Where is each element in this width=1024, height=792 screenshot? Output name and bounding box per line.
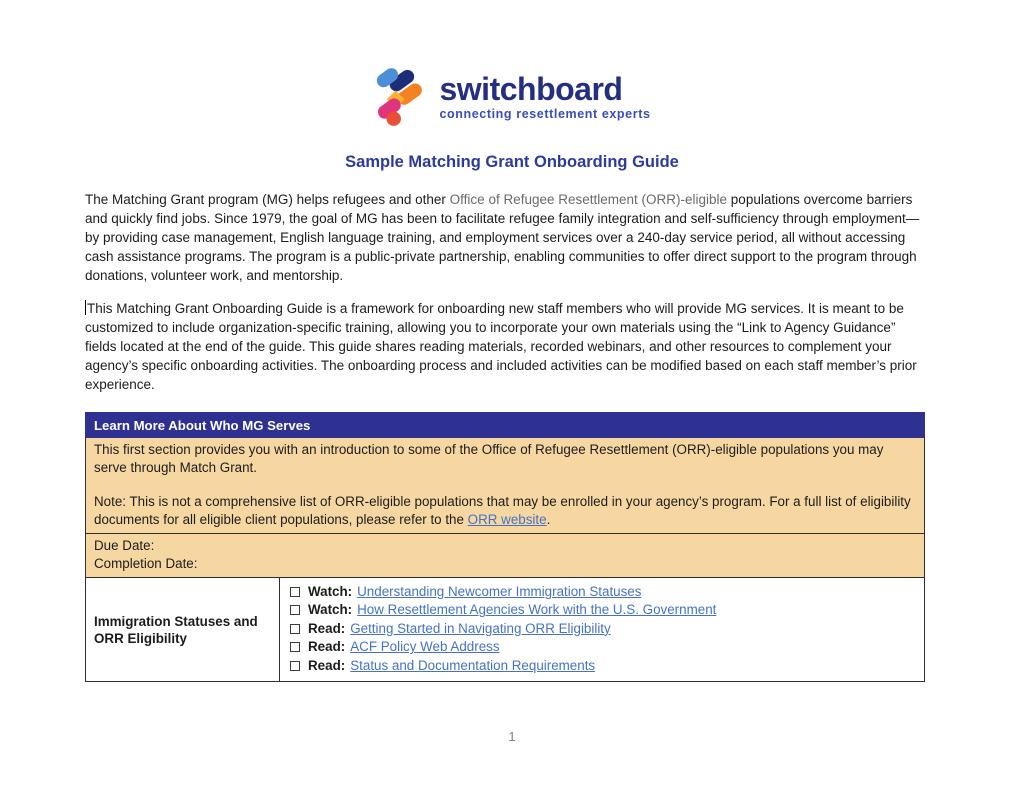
logo-tagline: connecting resettlement experts	[439, 107, 651, 121]
checklist-label: Read:	[308, 639, 346, 655]
p1-segment-black: The Matching Grant program (MG) helps refugees and other	[85, 192, 450, 207]
checklist-link[interactable]: How Resettlement Agencies Work with the U.S. Government	[357, 602, 717, 618]
checklist-text	[308, 657, 595, 675]
checklist-text	[308, 583, 641, 601]
checklist-item	[290, 638, 916, 656]
checklist-label: Watch:	[308, 584, 353, 599]
checklist-text	[308, 638, 500, 656]
completion-date-label: Completion Date:	[94, 555, 198, 571]
row-topic-title: Immigration Statuses and ORR Eligibility	[94, 613, 258, 646]
intro-paragraph-2	[85, 299, 925, 394]
checklist-item	[290, 583, 916, 601]
checklist-label: Read:	[308, 620, 346, 636]
p1-segment-gray: Office of Refugee Resettlement (ORR)-eligible	[449, 192, 731, 207]
note-text: Note: This is not a comprehensive list of ORR-eligible populations that may be enrolled in your agency’s program. For a full list of eligibility documents for all eligible client populations, please refer to the	[94, 494, 911, 527]
section-description: This first section provides you with an introduction to some of the Office of Refugee Resettlement (ORR)-eligible populations you may serve through Match Grant.	[94, 442, 884, 475]
logo-header	[0, 66, 1024, 128]
switchboard-logo	[373, 66, 650, 128]
p2-text: This Matching Grant Onboarding Guide is a framework for onboarding new staff members who will provide MG services. It is meant to be customized to include organization-specific training, allowing you to incorporate your own materials using the “Link to Agency Guidance” fields located at the end of the guide. This guide shares reading materials, recorded webinars, and other resources to complement your agency’s specific onboarding activities. The onboarding process and included activities can be modified based on each staff member’s prior experience.	[85, 301, 917, 392]
checkbox-icon[interactable]	[290, 624, 300, 634]
page-number: 1	[508, 729, 516, 744]
checkbox-icon[interactable]	[290, 642, 300, 652]
checklist-link[interactable]: Status and Documentation Requirements	[350, 657, 596, 673]
checkbox-icon[interactable]	[290, 605, 300, 615]
row-checklist-cell	[280, 578, 924, 681]
checklist-item	[290, 657, 916, 675]
page-title: Sample Matching Grant Onboarding Guide	[345, 153, 679, 171]
checkbox-icon[interactable]	[290, 587, 300, 597]
orr-website-link[interactable]: ORR website	[467, 511, 547, 527]
table-intro-row	[85, 438, 925, 534]
table-header: Learn More About Who MG Serves	[85, 412, 925, 438]
checklist-text	[308, 620, 611, 638]
document-body	[85, 190, 925, 682]
row-topic-cell	[86, 578, 280, 681]
checklist-label: Read:	[308, 657, 346, 673]
table-dates-row	[85, 533, 925, 578]
logo-wordmark: switchboard	[439, 71, 623, 107]
switchboard-logo-icon	[373, 66, 427, 128]
checklist-item	[290, 601, 916, 619]
section-note	[94, 493, 916, 528]
checklist-link[interactable]: Getting Started in Navigating ORR Eligibility	[350, 620, 611, 636]
due-date-label: Due Date:	[94, 538, 155, 553]
checklist-label: Watch:	[308, 602, 353, 618]
note-period: .	[546, 511, 551, 527]
checklist-link[interactable]: Understanding Newcomer Immigration Statuses	[357, 584, 642, 599]
checklist-link[interactable]: ACF Policy Web Address	[350, 639, 500, 655]
checklist-text	[308, 601, 716, 619]
p1-segment-black-2: populations overcome barriers and quickly find jobs. Since 1979, the goal of MG has been to facilitate refugee family integration and self-sufficiency through employment—by providing case management, English language training, and employment services over a 240-day service period, all without accessing cash assistance programs. The program is a public-private partnership, enabling communities to offer direct support to the program through donations, volunteer work, and mentorship.	[85, 192, 920, 283]
text-cursor	[85, 300, 86, 315]
spacer-line	[94, 476, 916, 493]
table-checklist-row	[85, 578, 925, 682]
checklist-item	[290, 620, 916, 638]
checkbox-icon[interactable]	[290, 661, 300, 671]
mg-serves-table	[85, 412, 925, 682]
intro-paragraph-1	[85, 190, 925, 285]
